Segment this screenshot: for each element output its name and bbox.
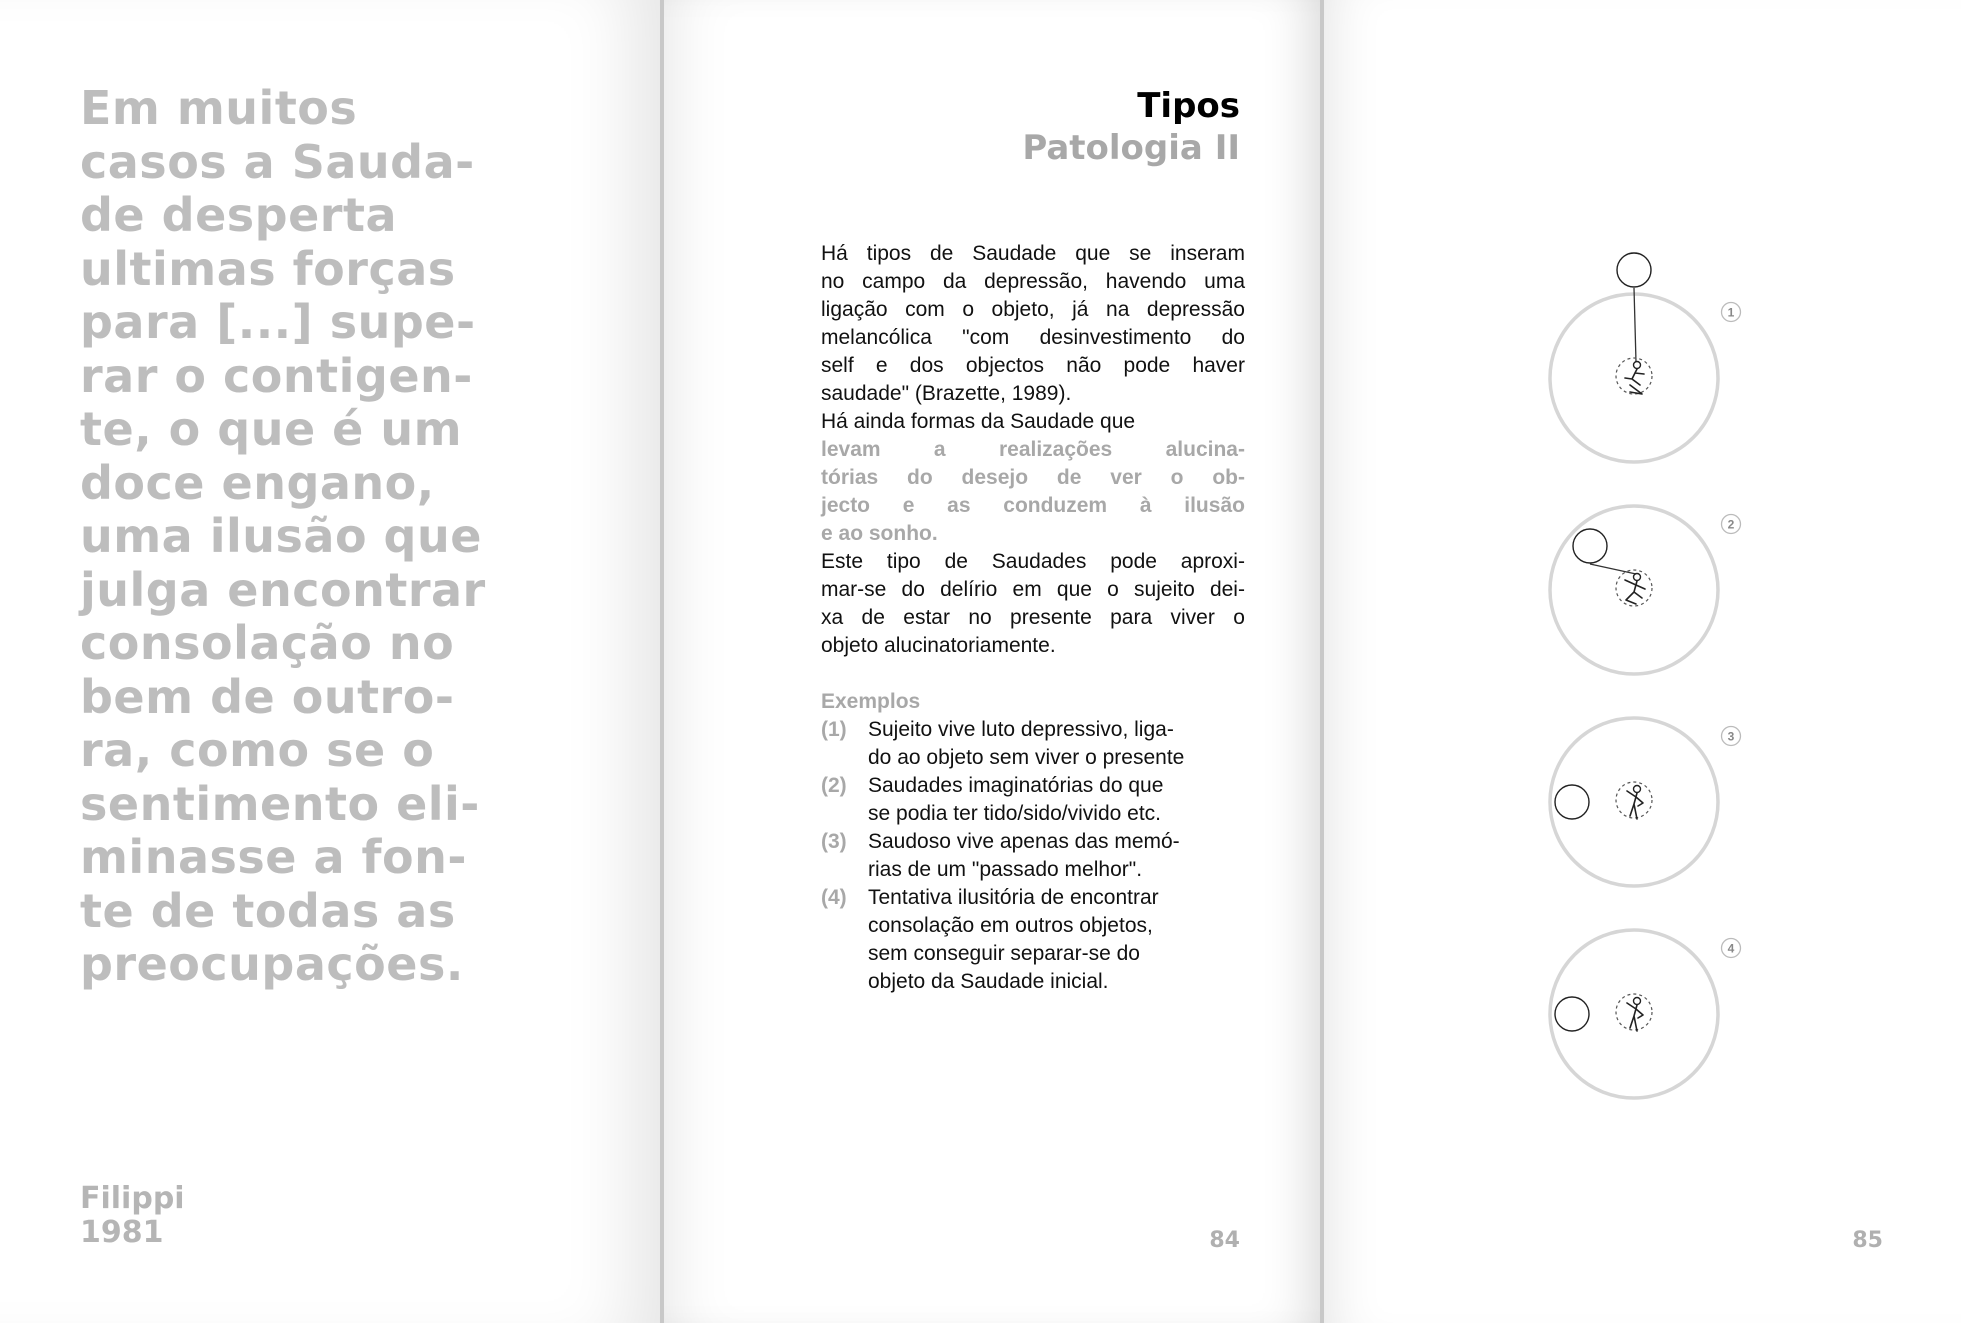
quote-line: preocupações. xyxy=(80,937,464,991)
figure-body xyxy=(1627,791,1643,819)
tether-line xyxy=(1634,288,1636,362)
body-line: objeto alucinatoriamente. xyxy=(821,634,1056,657)
object-circle xyxy=(1573,529,1607,563)
tether-line xyxy=(1590,564,1636,574)
example-text: Saudoso vive apenas das memó- xyxy=(868,830,1180,853)
body-line: Há tipos de Saudade que se inseram xyxy=(821,242,1245,265)
figure-body xyxy=(1627,1003,1643,1031)
quote-line: Em muitos xyxy=(80,81,358,135)
left-page xyxy=(0,0,662,1323)
diagram-label: 2 xyxy=(1727,517,1735,532)
diagram-4 xyxy=(1550,930,1741,1098)
example-item xyxy=(821,884,1251,996)
examples-heading: Exemplos xyxy=(821,690,921,713)
quote-line: de desperta xyxy=(80,188,397,242)
example-text: Tentativa ilusitória de encontrar xyxy=(868,886,1159,909)
figure-head xyxy=(1634,786,1641,793)
body-line: Há ainda formas da Saudade que xyxy=(821,410,1136,433)
example-text: objeto da Saudade inicial. xyxy=(868,970,1109,993)
figure-head xyxy=(1634,362,1641,369)
example-text: do ao objeto sem viver o presente xyxy=(868,746,1185,769)
quote-line: te, o que é um xyxy=(80,402,463,456)
quote-year: 1981 xyxy=(80,1215,164,1250)
diagram-label: 1 xyxy=(1727,305,1735,320)
figure-head xyxy=(1634,574,1641,581)
quote-line: te de todas as xyxy=(80,883,456,938)
quote-line: para [...] supe- xyxy=(80,295,476,349)
middle-page xyxy=(662,0,1322,1323)
object-circle xyxy=(1555,997,1589,1031)
quote-line: julga encontrar xyxy=(80,562,486,617)
body-line: mar-se do delírio em que o sujeito dei- xyxy=(821,578,1245,601)
page-number: 85 xyxy=(1852,1228,1883,1253)
object-circle xyxy=(1555,785,1589,819)
example-text: rias de um "passado melhor". xyxy=(868,858,1143,881)
body-line: xa de estar no presente para viver o xyxy=(821,606,1245,629)
example-number: (3) xyxy=(821,830,847,853)
object-circle xyxy=(1617,253,1651,287)
example-number: (1) xyxy=(821,718,847,741)
example-item xyxy=(821,716,1251,772)
body-line: ligação com o objeto, já na depressão xyxy=(821,298,1245,321)
page-number: 84 xyxy=(1209,1228,1240,1253)
body-text xyxy=(821,240,1245,660)
body-line: self e dos objectos não pode haver xyxy=(821,354,1245,377)
body-line: Este tipo de Saudades pode aproxi- xyxy=(821,550,1245,573)
quote-line: minasse a fon- xyxy=(80,830,467,884)
example-item xyxy=(821,772,1251,828)
example-text: sem conseguir separar-se do xyxy=(868,942,1140,965)
body-line: jecto e as conduzem à ilusão xyxy=(821,494,1245,517)
right-page xyxy=(1322,0,1961,1323)
gutter-fold xyxy=(1320,0,1324,1323)
quote-line: ultimas forças xyxy=(80,241,456,296)
quote-author: Filippi xyxy=(80,1181,185,1216)
quote-attribution xyxy=(80,1182,185,1250)
figure-body xyxy=(1625,580,1645,604)
pull-quote xyxy=(80,82,640,992)
outer-circle xyxy=(1550,294,1718,462)
figure-head xyxy=(1634,998,1641,1005)
example-number: (4) xyxy=(821,886,847,909)
body-line: saudade" (Brazette, 1989). xyxy=(821,382,1072,405)
quote-line: doce engano, xyxy=(80,455,435,510)
diagram-label: 4 xyxy=(1727,941,1735,956)
quote-line: ra, como se o xyxy=(80,723,435,777)
page-title: Tipos xyxy=(1137,86,1240,126)
body-line: no campo da depressão, havendo uma xyxy=(821,270,1245,293)
quote-line: casos a Sauda- xyxy=(80,134,475,189)
body-line: levam a realizações alucina- xyxy=(821,438,1245,461)
examples-list xyxy=(821,716,1251,996)
body-line: melancólica "com desinvestimento do xyxy=(821,326,1245,349)
gutter-fold xyxy=(660,0,664,1323)
page-subtitle: Patologia II xyxy=(1022,128,1240,168)
body-line: e ao sonho. xyxy=(821,522,938,545)
quote-line: sentimento eli- xyxy=(80,776,480,831)
diagram-1 xyxy=(1550,253,1741,462)
example-text: Sujeito vive luto depressivo, liga- xyxy=(868,718,1174,741)
diagram-label: 3 xyxy=(1727,729,1735,744)
example-text: Saudades imaginatórias do que xyxy=(868,774,1164,797)
quote-line: rar o contigen- xyxy=(80,348,473,403)
example-text: se podia ter tido/sido/vivido etc. xyxy=(868,802,1161,825)
figure-body xyxy=(1625,369,1644,394)
body-line: tórias do desejo de ver o ob- xyxy=(821,466,1245,489)
diagram-3 xyxy=(1550,718,1741,886)
diagram-column xyxy=(1322,0,1961,1323)
quote-line: consolação no xyxy=(80,616,455,670)
example-number: (2) xyxy=(821,774,847,797)
example-item xyxy=(821,828,1251,884)
quote-line: bem de outro- xyxy=(80,669,455,724)
example-text: consolação em outros objetos, xyxy=(868,914,1153,937)
quote-line: uma ilusão que xyxy=(80,509,482,563)
diagram-2 xyxy=(1550,506,1741,674)
